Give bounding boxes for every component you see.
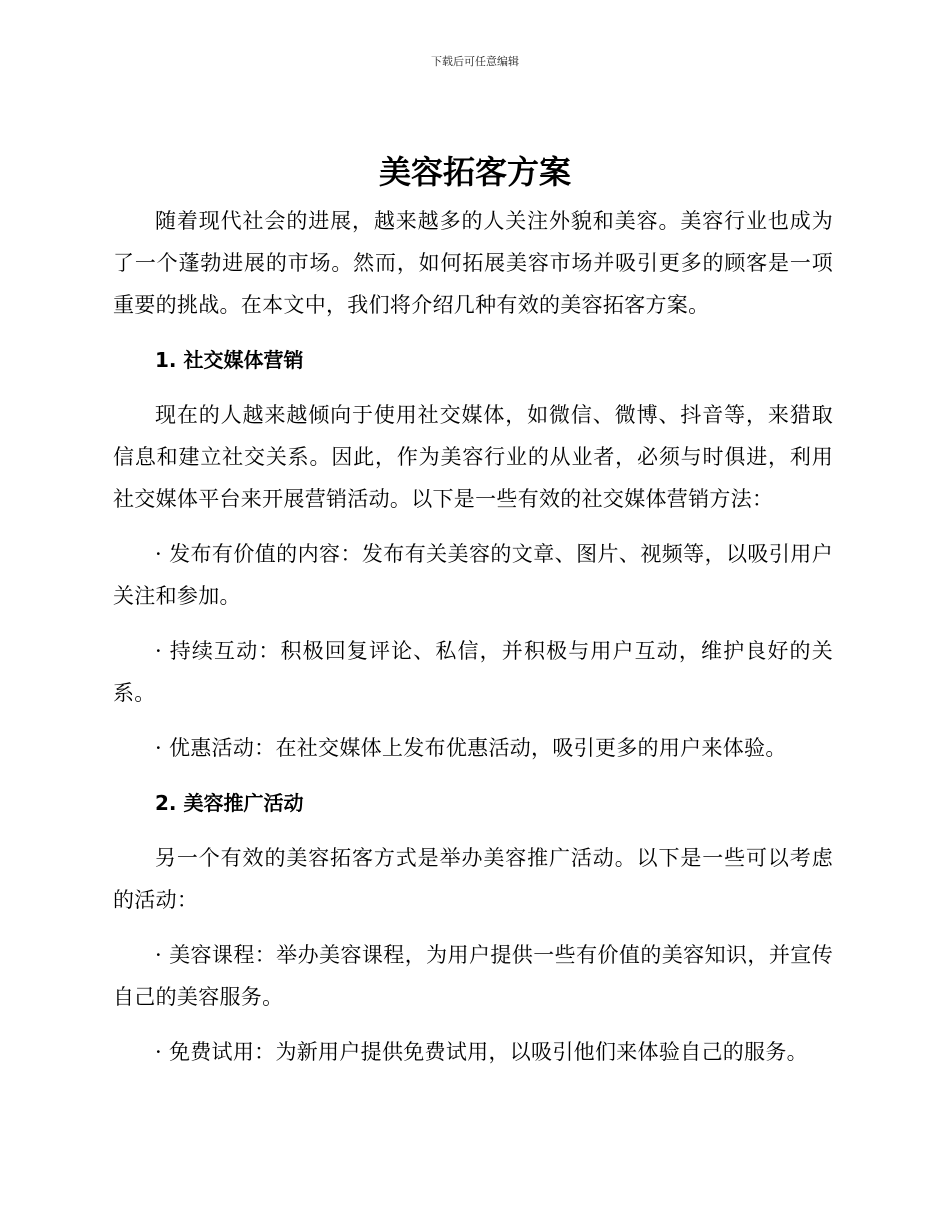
bullet-beauty-courses: · 美容课程：举办美容课程，为用户提供一些有价值的美容知识，并宣传自己的美容服务。 — [113, 943, 833, 1009]
bullet-continuous-interaction: · 持续互动：积极回复评论、私信，并积极与用户互动，维护良好的关系。 — [113, 639, 833, 705]
intro-paragraph: 随着现代社会的进展，越来越多的人关注外貌和美容。美容行业也成为了一个蓬勃进展的市场。然而，如何拓展美容市场并吸引更多的顾客是一项重要的挑战。在本文中，我们将介绍几种有效的美容拓客方案。 — [113, 209, 833, 317]
section-paragraph-promotion-events: 另一个有效的美容拓客方式是举办美容推广活动。以下是一些可以考虑的活动： — [113, 846, 833, 912]
section-heading-social-media: 1. 社交媒体营销 — [155, 348, 304, 372]
document-title: 美容拓客方案 — [378, 153, 571, 191]
document-body — [113, 200, 833, 1073]
bullet-promotions: · 优惠活动：在社交媒体上发布优惠活动，吸引更多的用户来体验。 — [155, 736, 787, 760]
section-heading-promotion-events: 2. 美容推广活动 — [155, 791, 304, 815]
page-header-note: 下载后可任意编辑 — [431, 55, 519, 68]
bullet-valuable-content: · 发布有价值的内容：发布有关美容的文章、图片、视频等，以吸引用户关注和参加。 — [113, 542, 833, 608]
section-paragraph-social-media: 现在的人越来越倾向于使用社交媒体，如微信、微博、抖音等，来猎取信息和建立社交关系。因此，作为美容行业的从业者，必须与时俱进，利用社交媒体平台来开展营销活动。以下是一些有效的社交媒体营销方法： — [113, 403, 833, 511]
bullet-free-trial: · 免费试用：为新用户提供免费试用，以吸引他们来体验自己的服务。 — [155, 1040, 808, 1064]
